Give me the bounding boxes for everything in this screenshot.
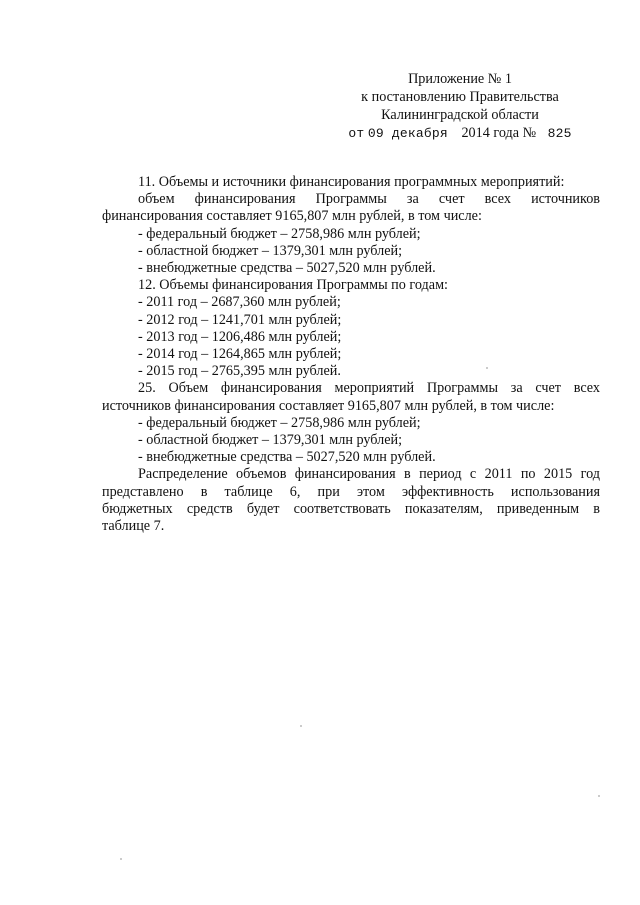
scan-speck bbox=[300, 725, 302, 727]
paragraph-item-25-line1: 25. Объем финансирования мероприятий Программы за счет всех bbox=[138, 380, 600, 397]
list-item-2012: - 2012 год – 1241,701 млн рублей; bbox=[138, 311, 342, 328]
document-body bbox=[102, 174, 600, 535]
paragraph-total-line2: финансирования составляет 9165,807 млн рублей, в том числе: bbox=[102, 208, 482, 225]
scan-speck bbox=[486, 367, 488, 369]
list-item-extrabudgetary: - внебюджетные средства – 5027,520 млн рублей. bbox=[138, 260, 436, 277]
paragraph-item-11: 11. Объемы и источники финансирования программных мероприятий: bbox=[138, 174, 565, 190]
list-item-federal: - федеральный бюджет – 2758,986 млн рублей; bbox=[138, 225, 421, 242]
region-name: Калининградской области bbox=[381, 107, 539, 123]
paragraph-item-25-line2: источников финансирования составляет 9165,807 млн рублей, в том числе: bbox=[102, 397, 555, 414]
paragraph-total-line1: объем финансирования Программы за счет всех источников bbox=[138, 191, 600, 208]
date-day-month: 09 декабря bbox=[367, 126, 448, 141]
list-item-2011: - 2011 год – 2687,360 млн рублей; bbox=[138, 294, 341, 311]
list-item-extrabudgetary-2: - внебюджетные средства – 5027,520 млн рублей. bbox=[138, 449, 436, 466]
paragraph-distribution-line3: бюджетных средств будет соответствовать показателям, приведенным в bbox=[102, 500, 600, 517]
date-year: 2014 года № bbox=[461, 125, 537, 141]
appendix-number: Приложение № 1 bbox=[408, 71, 512, 87]
paragraph-distribution-line1: Распределение объемов финансирования в период с 2011 по 2015 год bbox=[138, 466, 600, 483]
paragraph-distribution-line4: таблице 7. bbox=[102, 518, 165, 535]
resolution-number: 825 bbox=[547, 126, 572, 141]
list-item-2013: - 2013 год – 1206,486 млн рублей; bbox=[138, 328, 342, 345]
paragraph-distribution-line2: представлено в таблице 6, при этом эффективность использования bbox=[102, 483, 600, 500]
list-item-regional: - областной бюджет – 1379,301 млн рублей; bbox=[138, 242, 403, 259]
list-item-2015: - 2015 год – 2765,395 млн рублей. bbox=[138, 363, 341, 380]
date-prefix: от bbox=[348, 126, 365, 141]
resolution-date bbox=[340, 124, 580, 143]
paragraph-item-12: 12. Объемы финансирования Программы по годам: bbox=[138, 277, 448, 294]
scan-speck bbox=[120, 858, 122, 860]
resolution-reference: к постановлению Правительства bbox=[361, 89, 559, 105]
list-item-regional-2: - областной бюджет – 1379,301 млн рублей; bbox=[138, 432, 403, 449]
document-header bbox=[340, 70, 580, 143]
list-item-federal-2: - федеральный бюджет – 2758,986 млн рублей; bbox=[138, 414, 421, 431]
scan-speck bbox=[598, 795, 600, 797]
list-item-2014: - 2014 год – 1264,865 млн рублей; bbox=[138, 346, 342, 363]
